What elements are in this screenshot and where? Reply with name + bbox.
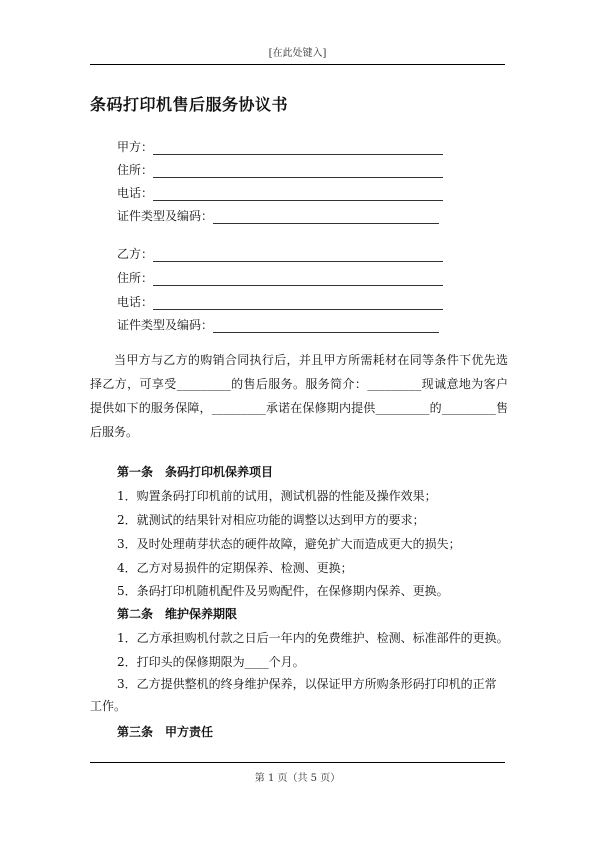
party-a-address-label: 住所： — [117, 163, 154, 177]
party-a-id-label: 证件类型及编码： — [117, 209, 214, 223]
party-a-name-field[interactable] — [117, 137, 443, 155]
article-2-item: 3．乙方提供整机的终身维护保养，以保证甲方所购条形码打印机的正常工作。 — [90, 677, 497, 713]
page-number: 第 1 页（共 5 页） — [254, 773, 341, 784]
article-2-heading: 第二条 维护保养期限 — [117, 607, 238, 621]
party-b-id-field[interactable] — [117, 315, 439, 333]
party-a-address-blank[interactable] — [153, 165, 443, 178]
intro-paragraph: 当甲方与乙方的购销合同执行后，并且甲方所需耗材在同等条件下优先选择乙方，可享受_________的售后服务。服务简介：_________现诚意地为客户提供如下的服务保障，_________承诺在保修期内提供_________的_________售后服务。 — [90, 353, 508, 439]
party-a-id-field[interactable] — [117, 206, 439, 224]
party-b-phone-blank[interactable] — [153, 297, 443, 310]
article-1-item: 5．条码打印机随机配件及另购配件，在保修期内保养、更换。 — [117, 584, 449, 598]
party-b-name-blank[interactable] — [153, 249, 443, 262]
article-1-item: 1．购置条码打印机前的试用，测试机器的性能及操作效果； — [117, 489, 437, 503]
party-a-phone-label: 电话： — [117, 186, 154, 200]
party-b-name-field[interactable] — [117, 244, 443, 262]
article-1-heading: 第一条 条码打印机保养项目 — [117, 465, 274, 479]
party-b-name-label: 乙方： — [117, 247, 154, 261]
party-b-id-blank[interactable] — [213, 320, 439, 333]
article-1-item: 4．乙方对易损件的定期保养、检测、更换； — [117, 561, 353, 575]
party-a-name-blank[interactable] — [153, 142, 443, 155]
party-b-id-label: 证件类型及编码： — [117, 318, 214, 332]
article-1-item: 2．就测试的结果针对相应功能的调整以达到甲方的要求； — [117, 513, 425, 527]
party-b-phone-label: 电话： — [117, 295, 154, 309]
party-b-address-blank[interactable] — [153, 273, 443, 286]
party-b-phone-field[interactable] — [117, 292, 443, 310]
page-header: [在此处键入] — [268, 48, 327, 59]
footer-divider — [90, 762, 505, 763]
party-a-name-label: 甲方： — [117, 140, 154, 154]
article-3-heading: 第三条 甲方责任 — [117, 725, 214, 739]
header-divider — [90, 64, 505, 65]
party-b-address-field[interactable] — [117, 268, 443, 286]
article-1-item: 3．及时处理萌芽状态的硬件故障，避免扩大而造成更大的损失； — [117, 537, 461, 551]
party-a-phone-field[interactable] — [117, 183, 443, 201]
party-b-address-label: 住所： — [117, 271, 154, 285]
document-title: 条码打印机售后服务协议书 — [90, 95, 289, 114]
party-a-id-blank[interactable] — [213, 211, 439, 224]
party-a-address-field[interactable] — [117, 160, 443, 178]
article-2-item: 1．乙方承担购机付款之日后一年内的免费维护、检测、标准部件的更换。 — [117, 631, 509, 645]
article-2-item: 2．打印头的保修期限为____个月。 — [117, 655, 305, 669]
party-a-phone-blank[interactable] — [153, 188, 443, 201]
